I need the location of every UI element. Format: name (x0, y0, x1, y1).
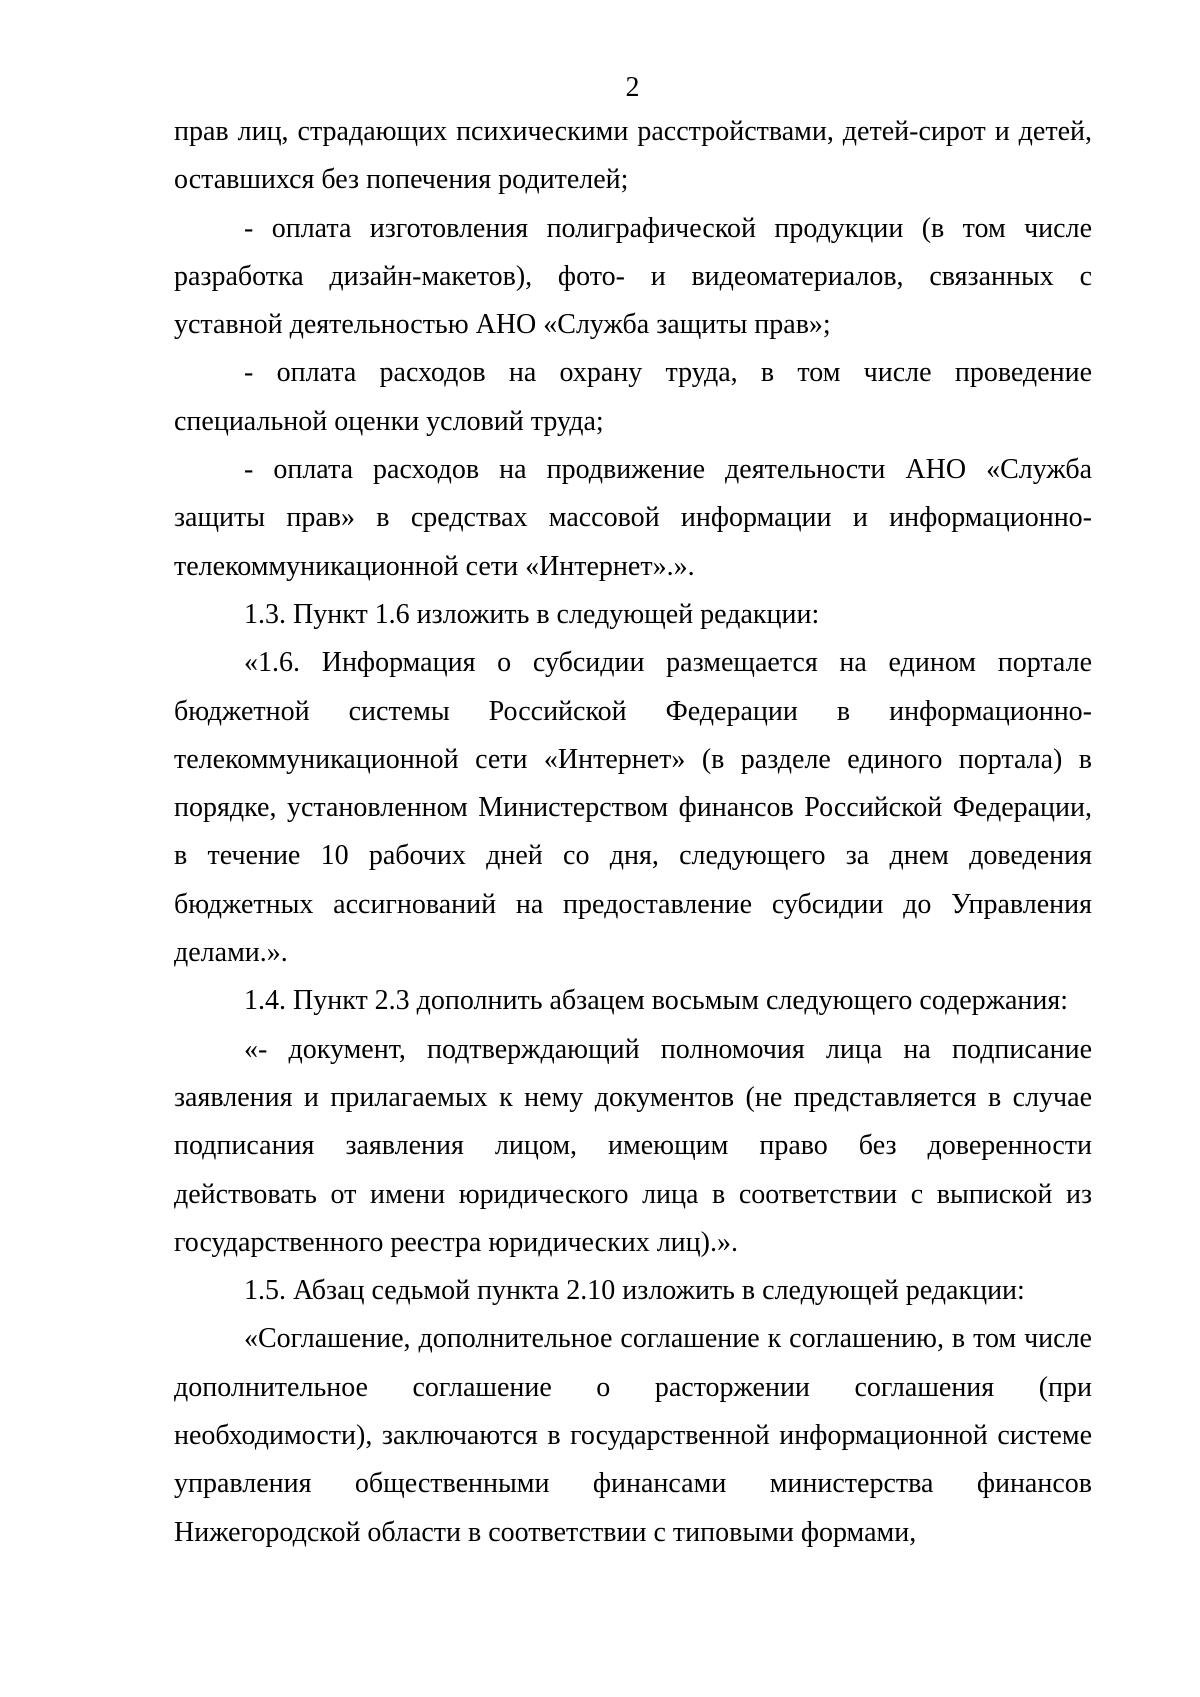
paragraph-printing-costs: - оплата изготовления полиграфической продукции (в том числе разработка дизайн-макетов), фото- и видеоматериалов, связанных с уставной деятельностью АНО «Служба защиты прав»; (174, 212, 1092, 341)
page-number: 2 (625, 72, 640, 103)
paragraph-item-1-3: 1.3. Пункт 1.6 изложить в следующей редакции: (244, 598, 820, 630)
paragraph-authority-document: «- документ, подтверждающий полномочия лица на подписание заявления и прилагаемых к нему документов (не представляется в случае подписания заявления лицом, имеющим право без доверенности действовать от имени юридического лица в соответствии с выпиской из государственного реестра юридических лиц).». (174, 1033, 1092, 1258)
paragraph-item-1-4: 1.4. Пункт 2.3 дополнить абзацем восьмым следующего содержания: (244, 985, 1069, 1017)
paragraph-continuation: прав лиц, страдающих психическими расстройствами, детей-сирот и детей, оставшихся без попечения родителей; (174, 116, 1092, 196)
paragraph-agreement-text: «Соглашение, дополнительное соглашение к соглашению, в том числе дополнительное соглашение о расторжении соглашения (при необходимости), заключаются в государственной информационной системе управления общественными финансами министерства финансов Нижегородской области в соответствии с типовыми формами, (174, 1323, 1092, 1548)
paragraph-promotion-costs: - оплата расходов на продвижение деятельности АНО «Служба защиты прав» в средствах массовой информации и информационно-телекоммуникационной сети «Интернет».». (174, 454, 1092, 582)
document-body (174, 108, 1092, 1557)
paragraph-labor-protection: - оплата расходов на охрану труда, в том числе проведение специальной оценки условий труда; (174, 357, 1092, 437)
paragraph-item-1-5: 1.5. Абзац седьмой пункта 2.10 изложить в следующей редакции: (244, 1275, 1025, 1307)
paragraph-item-1-6-text: «1.6. Информация о субсидии размещается на едином портале бюджетной системы Российской Федерации в информационно-телекоммуникационной сети «Интернет» (в разделе единого портала) в порядке, установленном Министерством финансов Российской Федерации, в течение 10 рабочих дней со дня, следующего за днем доведения бюджетных ассигнований на предоставление субсидии до Управления делами.». (174, 647, 1092, 969)
